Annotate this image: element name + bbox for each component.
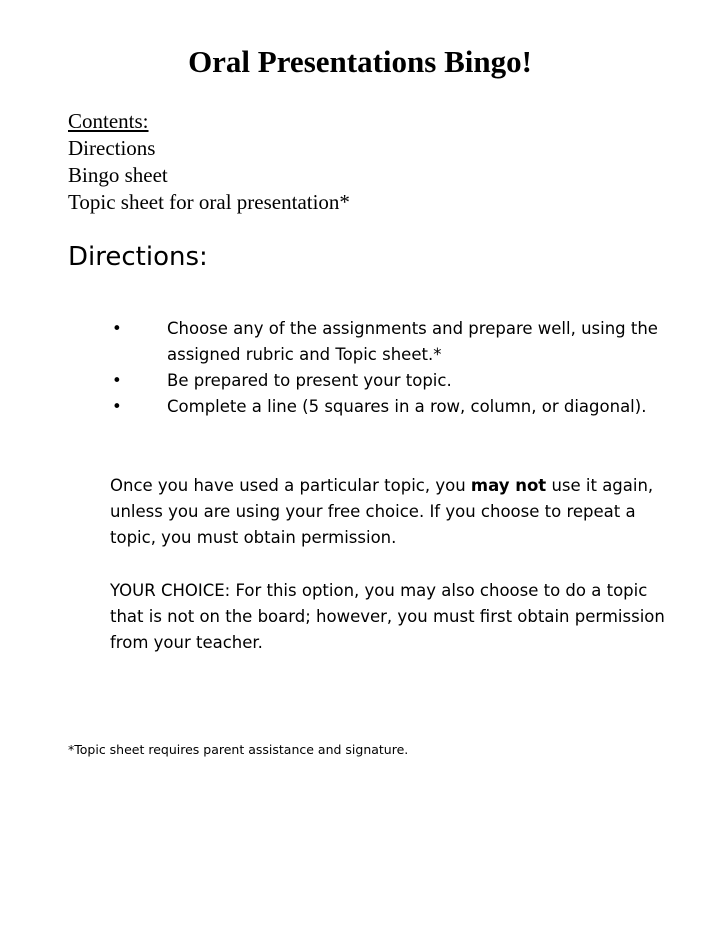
- contents-heading: Contents:: [68, 109, 149, 133]
- list-item-text: Complete a line (5 squares in a row, column, or diagonal).: [167, 397, 647, 416]
- paragraph-text-start: Once you have used a particular topic, you: [110, 476, 471, 495]
- directions-list: [110, 316, 670, 420]
- list-item: [110, 368, 670, 394]
- bullet-icon: •: [112, 397, 122, 416]
- bullet-icon: •: [112, 371, 122, 390]
- contents-item-bingo-sheet: Bingo sheet: [68, 163, 168, 187]
- contents-item-directions: Directions: [68, 136, 156, 160]
- emphasis-may-not: may not: [470, 476, 547, 495]
- contents-section: [68, 108, 350, 216]
- list-item: [110, 316, 670, 368]
- topic-reuse-paragraph: [110, 473, 670, 551]
- your-choice-paragraph: YOUR CHOICE: For this option, you may also choose to do a topic that is not on the board; however, you must first obtain permission from your teacher.: [110, 581, 665, 652]
- directions-heading: Directions:: [68, 242, 208, 272]
- contents-item-topic-sheet: Topic sheet for oral presentation*: [68, 190, 350, 214]
- footnote: *Topic sheet requires parent assistance and signature.: [68, 742, 409, 757]
- list-item-text: Be prepared to present your topic.: [167, 371, 452, 390]
- bullet-icon: •: [112, 319, 122, 338]
- paragraph-text-end: use it again, unless you are using your free choice. If you choose to repeat a topic, you must obtain permission.: [110, 476, 654, 547]
- list-item: [110, 394, 670, 420]
- page-title: Oral Presentations Bingo!: [188, 44, 532, 79]
- list-item-text: Choose any of the assignments and prepare well, using the assigned rubric and Topic sheet.*: [167, 319, 658, 364]
